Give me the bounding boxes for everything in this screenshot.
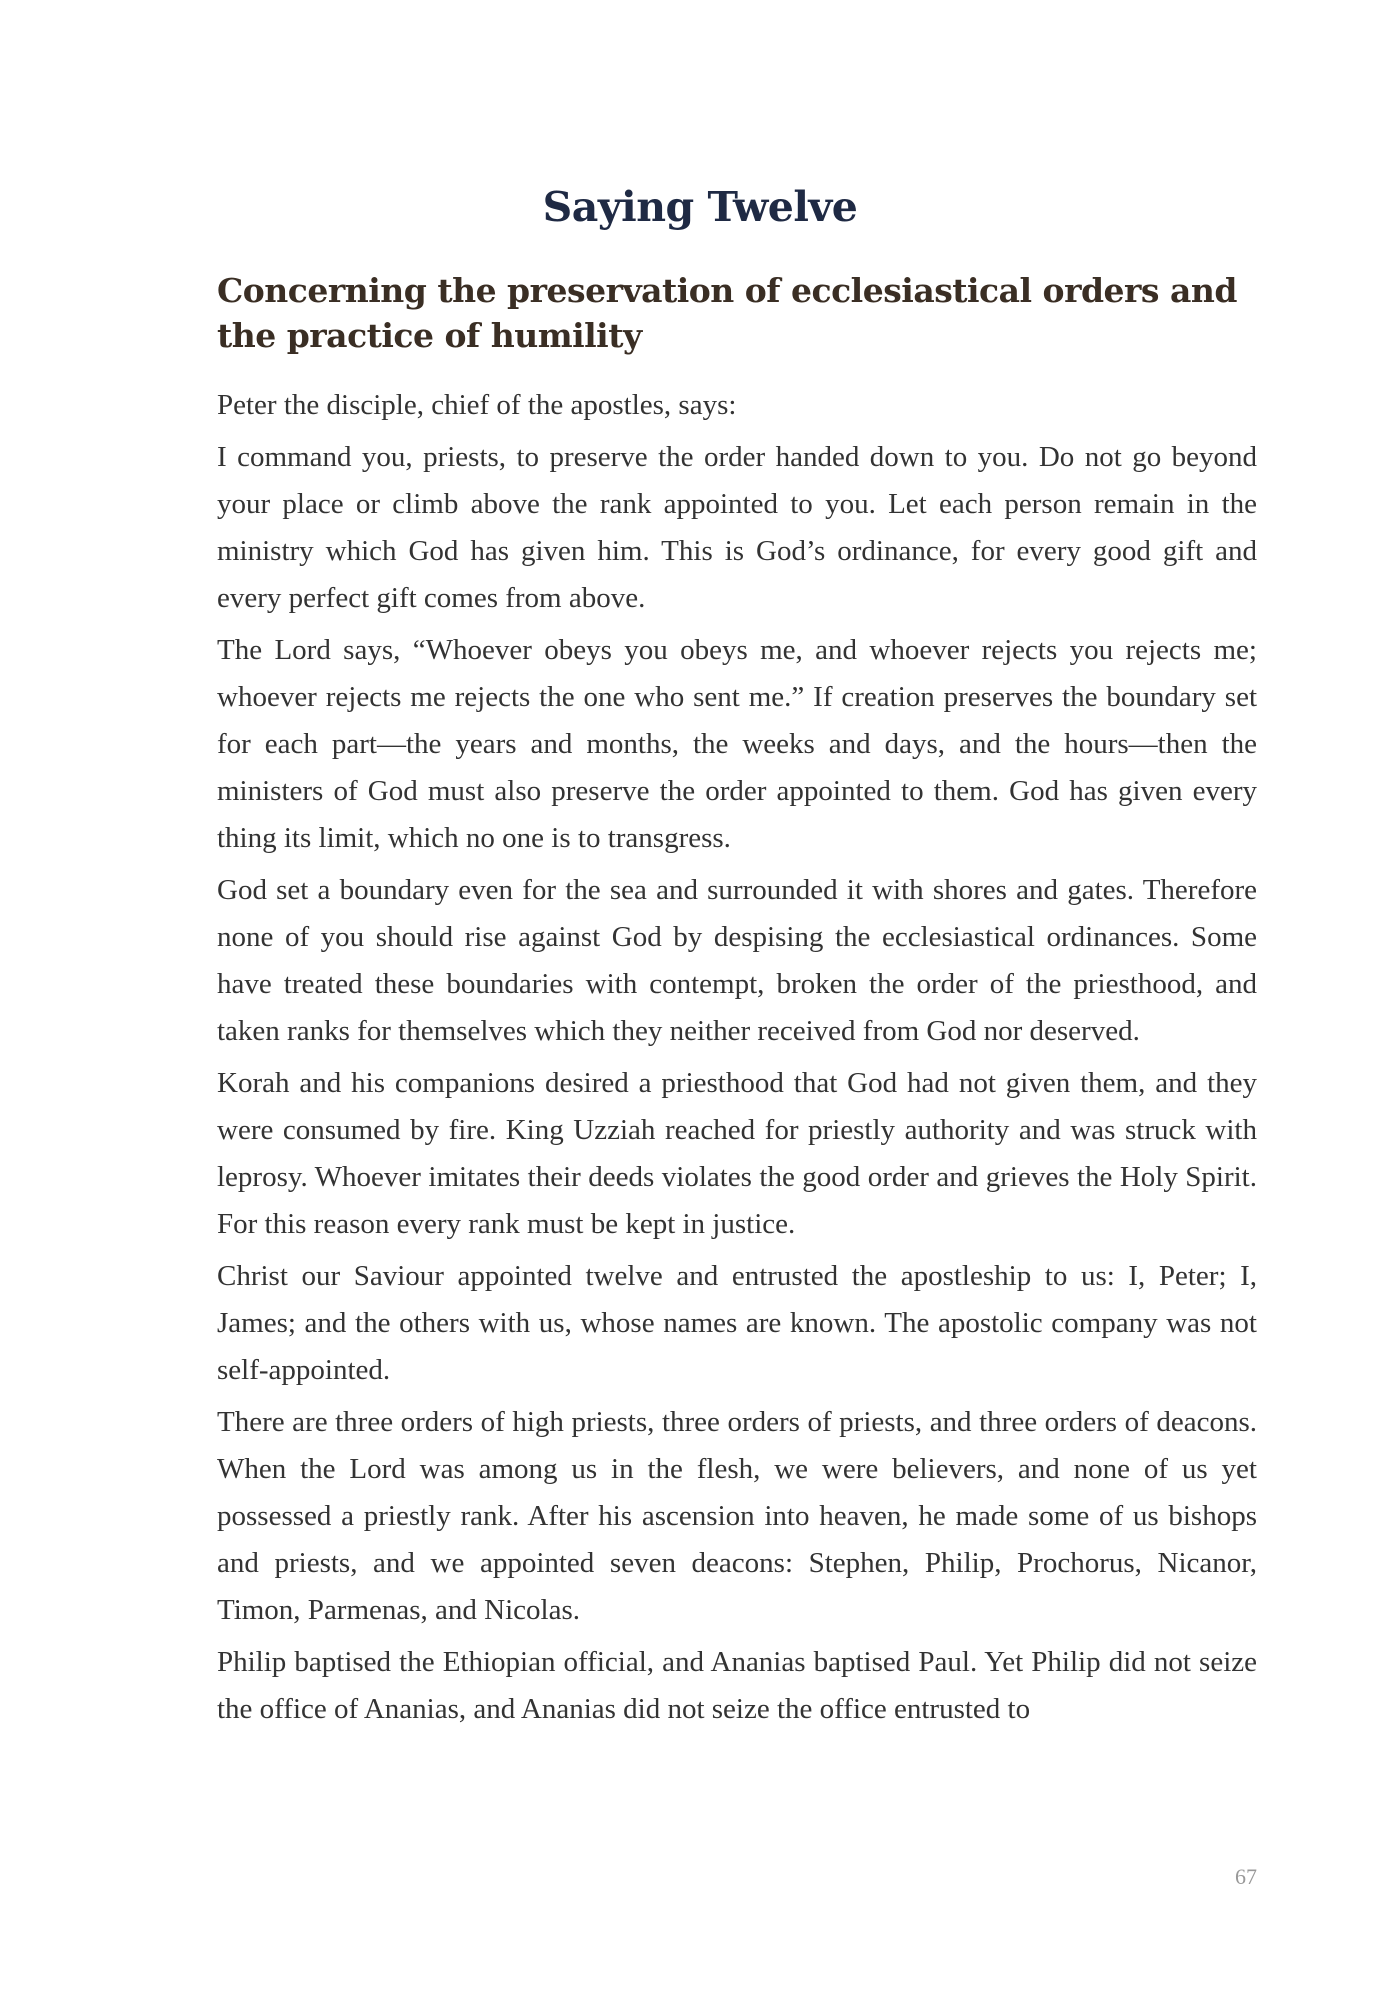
paragraph: Christ our Saviour appointed twelve and entrusted the apostleship to us: I, Peter; I, James; and the others with us, whose names are known. The apostolic company was not self-appointed. [217, 1260, 1257, 1386]
paragraph: I command you, priests, to preserve the order handed down to you. Do not go beyond your place or climb above the rank appointed to you. Let each person remain in the ministry which God has given him. This is God’s ordinance, for every good gift and every perfect gift comes from above. [217, 441, 1257, 614]
paragraph: There are three orders of high priests, three orders of priests, and three orders of deacons. When the Lord was among us in the flesh, we were believers, and none of us yet possessed a priestly rank. After his ascension into heaven, he made some of us bishops and priests, and we appointed seven deacons: Stephen, Philip, Prochorus, Nicanor, Timon, Parmenas, and Nicolas. [217, 1406, 1257, 1626]
paragraph: Philip baptised the Ethiopian official, and Ananias baptised Paul. Yet Philip did not seize the office of Ananias, and Ananias did not seize the office entrusted to [217, 1646, 1257, 1725]
paragraph: Peter the disciple, chief of the apostles, says: [217, 389, 737, 421]
paragraph: The Lord says, “Whoever obeys you obeys me, and whoever rejects you rejects me; whoever rejects me rejects the one who sent me.” If creation preserves the boundary set for each part—the years and months, the weeks and days, and the hours—then the ministers of God must also preserve the order appointed to them. God has given every thing its limit, which no one is to transgress. [217, 634, 1257, 854]
page-number: 67 [1235, 1864, 1257, 1889]
paragraph: Korah and his companions desired a priesthood that God had not given them, and they were consumed by fire. King Uzziah reached for priestly authority and was struck with leprosy. Whoever imitates their deeds violates the good order and grieves the Holy Spirit. For this reason every rank must be kept in justice. [217, 1067, 1257, 1240]
page-title: Saying Twelve [542, 183, 858, 231]
section-subtitle: Concerning the preservation of ecclesiastical orders and the practice of humility [217, 271, 1237, 355]
body-text [217, 382, 1257, 1738]
paragraph: God set a boundary even for the sea and surrounded it with shores and gates. Therefore none of you should rise against God by despising the ecclesiastical ordinances. Some have treated these boundaries with contempt, broken the order of the priesthood, and taken ranks for themselves which they neither received from God nor deserved. [217, 874, 1257, 1047]
